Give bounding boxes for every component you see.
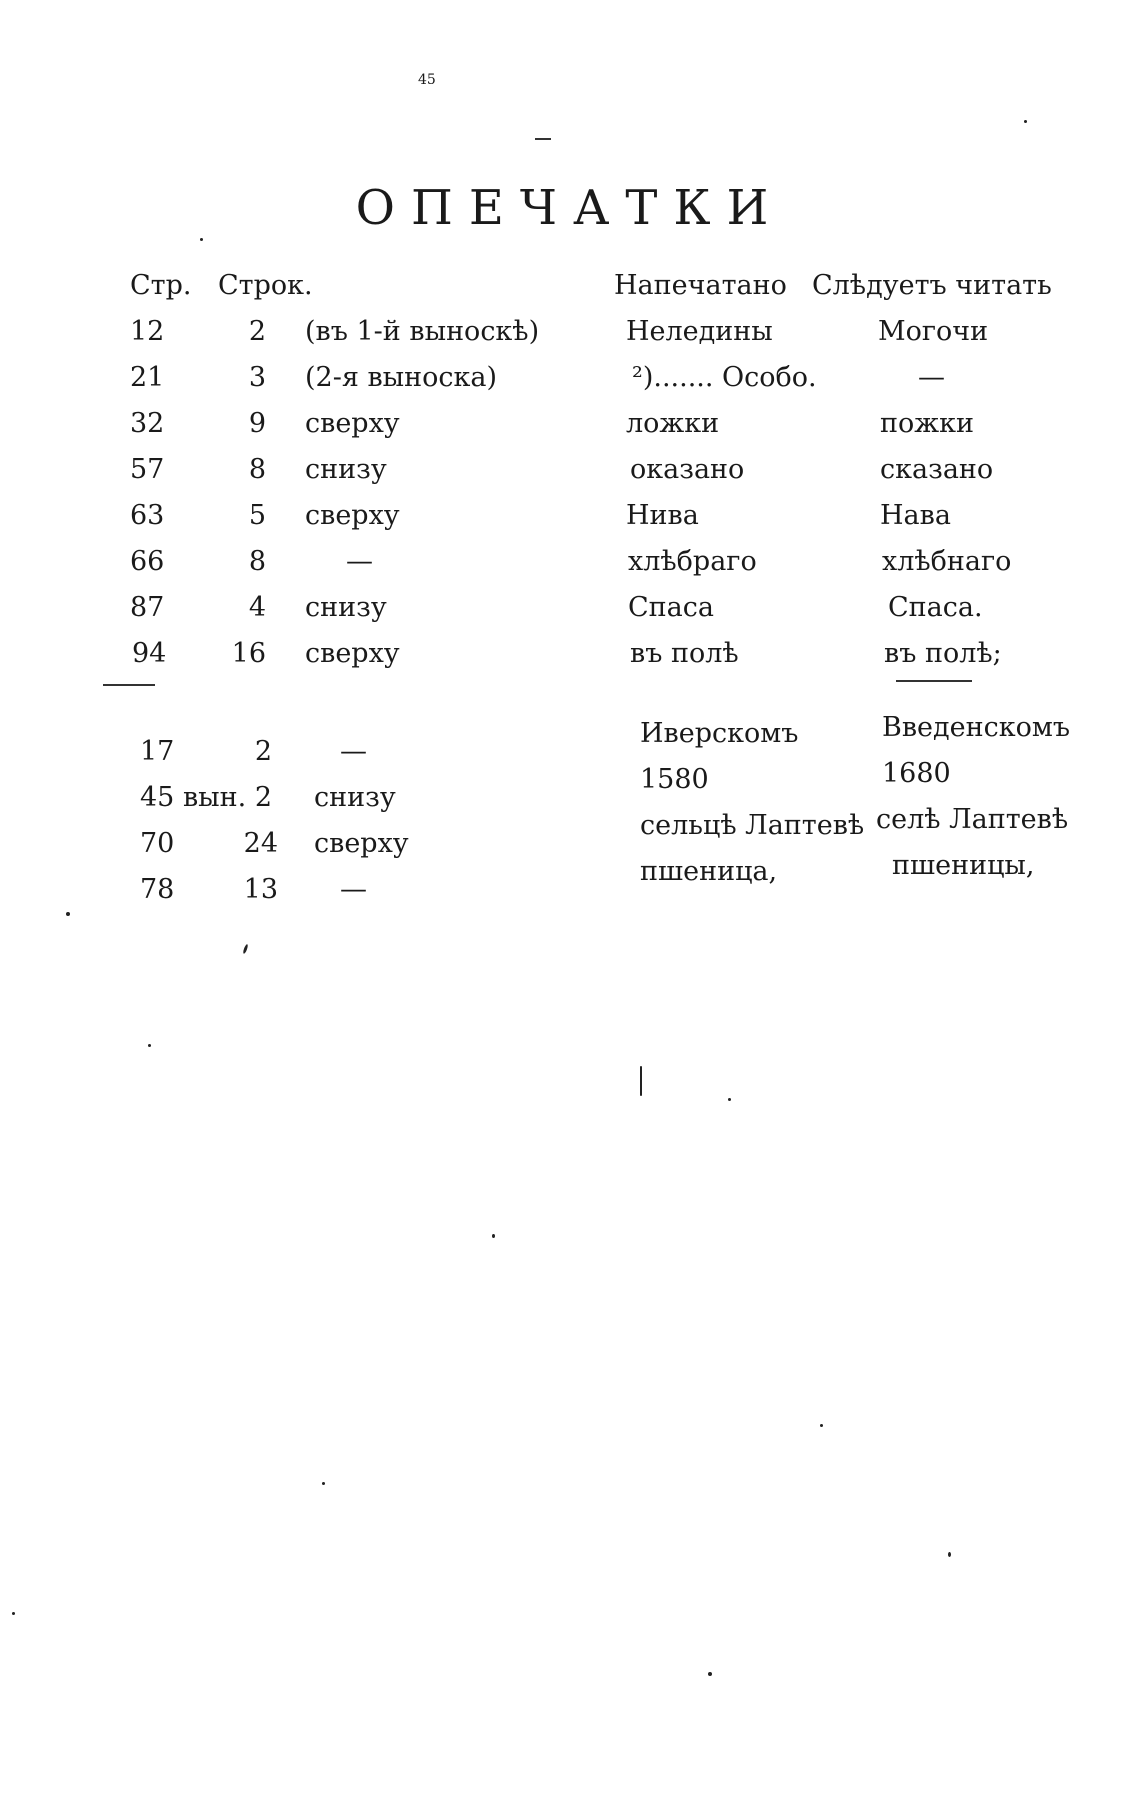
row-line: 13 xyxy=(243,874,278,905)
row-line: 24 xyxy=(243,828,278,859)
page-number-mark: 45 xyxy=(418,72,436,88)
row-where: — xyxy=(340,874,367,905)
row-line: 9 xyxy=(248,408,266,439)
row-printed: ²)....... Особо. xyxy=(632,362,817,393)
top-dash xyxy=(535,138,551,140)
row-where: снизу xyxy=(305,592,387,623)
row-printed: Неледины xyxy=(626,316,773,347)
row-line: 5 xyxy=(248,500,266,531)
row-read-as: селѣ Лаптевѣ xyxy=(876,804,1069,835)
speck xyxy=(948,1552,951,1557)
row-read-as: хлѣбнаго xyxy=(882,546,1012,577)
row-printed: Спаса xyxy=(628,592,714,623)
speck xyxy=(708,1672,712,1676)
row-line: 4 xyxy=(248,592,266,623)
speck xyxy=(12,1612,15,1615)
row-line: 2 xyxy=(254,736,272,767)
row-page: 21 xyxy=(130,362,165,393)
row-where: — xyxy=(340,736,367,767)
row-read-as: Нава xyxy=(880,500,951,531)
header-page: Стр. xyxy=(130,270,192,301)
speck xyxy=(728,1098,731,1101)
row-printed: сельцѣ Лаптевѣ xyxy=(640,810,865,841)
header-printed: Напечатано xyxy=(614,270,787,301)
row-page: 63 xyxy=(130,500,165,531)
row-where: снизу xyxy=(314,782,396,813)
speck xyxy=(1024,120,1027,123)
row-where: (2-я выноска) xyxy=(305,362,498,393)
speck xyxy=(200,238,203,241)
row-page: 78 xyxy=(140,874,175,905)
row-line: 8 xyxy=(248,454,266,485)
row-printed: въ полѣ xyxy=(630,638,739,669)
row-where: сверху xyxy=(314,828,409,859)
rule-right xyxy=(896,680,972,682)
row-where: снизу xyxy=(305,454,387,485)
header-read-as: Слѣдуетъ читать xyxy=(812,270,1052,301)
row-printed: Нива xyxy=(626,500,699,531)
row-read-as: пшеницы, xyxy=(892,850,1035,881)
row-read-as: 1680 xyxy=(882,758,951,789)
row-line: 8 xyxy=(248,546,266,577)
row-read-as: сказано xyxy=(880,454,994,485)
row-printed: хлѣбраго xyxy=(628,546,757,577)
speck xyxy=(322,1482,325,1485)
row-line: 16 xyxy=(231,638,266,669)
speck xyxy=(640,1066,642,1096)
row-page: 17 xyxy=(140,736,175,767)
row-page: 57 xyxy=(130,454,165,485)
row-page: 70 xyxy=(140,828,175,859)
row-read-as: — xyxy=(918,362,945,393)
speck xyxy=(242,944,248,954)
row-read-as: пожки xyxy=(880,408,974,439)
row-printed: пшеница, xyxy=(640,856,778,887)
speck xyxy=(492,1234,495,1238)
row-page: 32 xyxy=(130,408,165,439)
speck xyxy=(820,1424,823,1427)
row-printed: оказано xyxy=(630,454,745,485)
row-read-as: въ полѣ; xyxy=(884,638,1002,669)
row-read-as: Спаса. xyxy=(888,592,983,623)
page-title: ОПЕЧАТКИ xyxy=(355,180,785,236)
row-line: 2 xyxy=(248,316,266,347)
row-where: сверху xyxy=(305,638,400,669)
speck xyxy=(66,912,70,916)
row-page: 45 вын. xyxy=(140,782,247,813)
row-printed: ложки xyxy=(626,408,720,439)
row-printed: Иверскомъ xyxy=(640,718,799,749)
row-where: сверху xyxy=(305,500,400,531)
row-page: 12 xyxy=(130,316,165,347)
row-read-as: Введенскомъ xyxy=(882,712,1071,743)
row-where: — xyxy=(346,546,373,577)
speck xyxy=(148,1044,151,1047)
row-line: 3 xyxy=(248,362,266,393)
row-page: 66 xyxy=(130,546,165,577)
row-read-as: Могочи xyxy=(878,316,989,347)
row-where: сверху xyxy=(305,408,400,439)
row-printed: 1580 xyxy=(640,764,709,795)
row-where: (въ 1-й выноскѣ) xyxy=(305,316,540,347)
rule-left xyxy=(103,684,155,686)
row-line: 2 xyxy=(254,782,272,813)
row-page: 87 xyxy=(130,592,165,623)
header-line: Строк. xyxy=(218,270,313,301)
row-page: 94 xyxy=(132,638,167,669)
